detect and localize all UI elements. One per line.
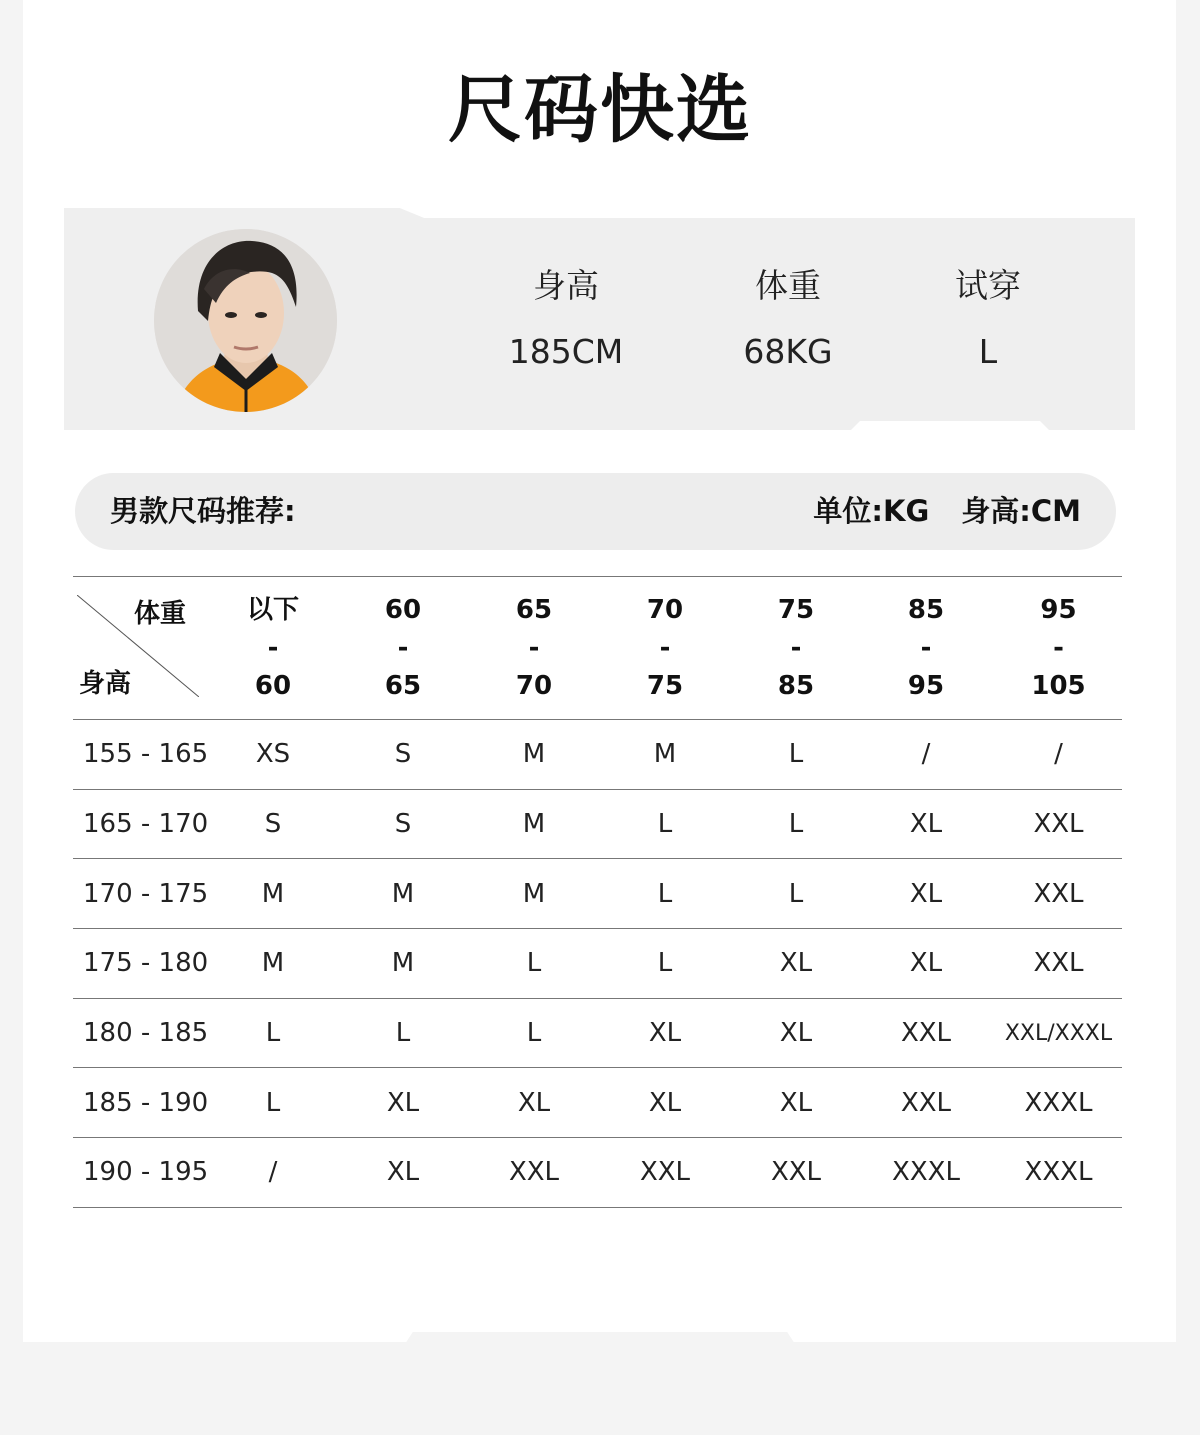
size-cell: L <box>526 1018 542 1049</box>
size-cell: M <box>522 739 546 770</box>
size-cell: M <box>391 948 415 979</box>
size-cell: XL <box>779 948 813 979</box>
size-cell: L <box>657 878 673 909</box>
weight-column-header: 60 - 65 <box>384 595 422 701</box>
size-cell: XL <box>648 1018 682 1049</box>
table-row <box>73 859 1122 929</box>
size-cell: XL <box>386 1157 420 1188</box>
model-stat-height <box>456 262 676 376</box>
size-cell: XXXL <box>1024 1087 1093 1118</box>
size-cell: XXL <box>900 1018 952 1049</box>
size-cell: L <box>395 1018 411 1049</box>
height-range-cell: 185 - 190 <box>83 1087 209 1118</box>
weight-column-header: 75 - 85 <box>777 595 815 701</box>
weight-unit-label: 单位:KG <box>813 494 930 528</box>
size-cell: XXL/XXXL <box>1004 1020 1113 1046</box>
weight-column-header: 95 - 105 <box>1031 595 1086 701</box>
size-cell: XXL <box>1033 878 1084 909</box>
size-cell: XXXL <box>892 1157 960 1188</box>
corner-weight-label: 体重 <box>134 599 187 629</box>
size-cell: XXL <box>508 1157 560 1188</box>
model-height-value: 185CM <box>508 332 624 371</box>
size-cell: M <box>653 739 677 770</box>
size-cell: XL <box>909 878 943 909</box>
height-range-cell: 175 - 180 <box>83 948 209 979</box>
table-corner-cell <box>73 577 213 720</box>
size-chart-table <box>73 576 1122 1208</box>
recommendation-title: 男款尺码推荐: <box>110 494 296 528</box>
size-cell: / <box>1054 739 1063 770</box>
page-title: 尺码快选 <box>448 67 752 153</box>
weight-column-header: 以下 - 60 <box>246 595 299 701</box>
size-cell: XS <box>255 739 291 770</box>
table-header-row <box>73 577 1122 720</box>
size-cell: XL <box>779 1087 813 1118</box>
height-range-cell: 170 - 175 <box>83 878 209 909</box>
size-cell: M <box>391 878 415 909</box>
weight-column-header: 70 - 75 <box>646 595 684 701</box>
card-bottom-tab <box>405 1332 795 1344</box>
size-cell: L <box>657 948 673 979</box>
size-cell: L <box>265 1018 281 1049</box>
unit-note <box>813 473 1081 550</box>
size-cell: / <box>921 739 931 770</box>
size-cell: L <box>788 878 804 909</box>
size-cell: / <box>268 1157 278 1188</box>
model-weight-label: 体重 <box>755 266 821 305</box>
size-cell: XL <box>517 1087 551 1118</box>
height-range-cell: 180 - 185 <box>83 1018 209 1049</box>
table-row <box>73 789 1122 859</box>
recommendation-bar <box>75 473 1116 550</box>
table-row <box>73 998 1122 1068</box>
size-cell: XXL <box>770 1157 822 1188</box>
weight-column-header: 85 - 95 <box>907 595 945 701</box>
size-cell: S <box>264 809 282 840</box>
size-cell: M <box>261 948 285 979</box>
size-cell: S <box>394 809 412 840</box>
size-cell: XL <box>386 1087 420 1118</box>
size-cell: L <box>788 739 804 770</box>
size-cell: M <box>261 878 285 909</box>
size-cell: L <box>788 809 804 840</box>
model-size-label: 试穿 <box>955 266 1021 305</box>
size-cell: XL <box>779 1018 813 1049</box>
height-unit-label: 身高:CM <box>961 494 1081 528</box>
model-stat-weight <box>678 262 898 376</box>
size-cell: XXL <box>900 1087 952 1118</box>
table-row <box>73 1138 1122 1208</box>
height-range-cell: 155 - 165 <box>83 739 209 770</box>
height-range-cell: 190 - 195 <box>83 1157 209 1188</box>
size-cell: XXL <box>639 1157 691 1188</box>
size-cell: XXL <box>1033 809 1084 840</box>
size-cell: XL <box>909 809 943 840</box>
size-cell: M <box>522 878 546 909</box>
height-range-cell: 165 - 170 <box>83 809 209 840</box>
size-cell: S <box>394 739 412 770</box>
weight-column-header: 65 - 70 <box>515 595 553 701</box>
model-stat-size <box>878 262 1098 376</box>
table-row <box>73 1068 1122 1138</box>
corner-height-label: 身高 <box>79 669 132 699</box>
size-cell: XXL <box>1033 948 1084 979</box>
model-portrait-image <box>154 229 337 412</box>
size-cell: XL <box>648 1087 682 1118</box>
size-cell: XL <box>909 948 943 979</box>
model-avatar <box>154 229 337 412</box>
size-cell: XXXL <box>1024 1157 1093 1188</box>
size-cell: L <box>526 948 542 979</box>
size-cell: L <box>657 809 673 840</box>
size-cell: M <box>522 809 546 840</box>
model-height-label: 身高 <box>533 266 599 305</box>
model-panel-notch <box>850 421 1050 431</box>
size-cell: L <box>265 1087 281 1118</box>
table-row <box>73 929 1122 999</box>
model-size-value: L <box>978 332 998 371</box>
model-weight-value: 68KG <box>743 332 833 371</box>
table-row <box>73 720 1122 790</box>
